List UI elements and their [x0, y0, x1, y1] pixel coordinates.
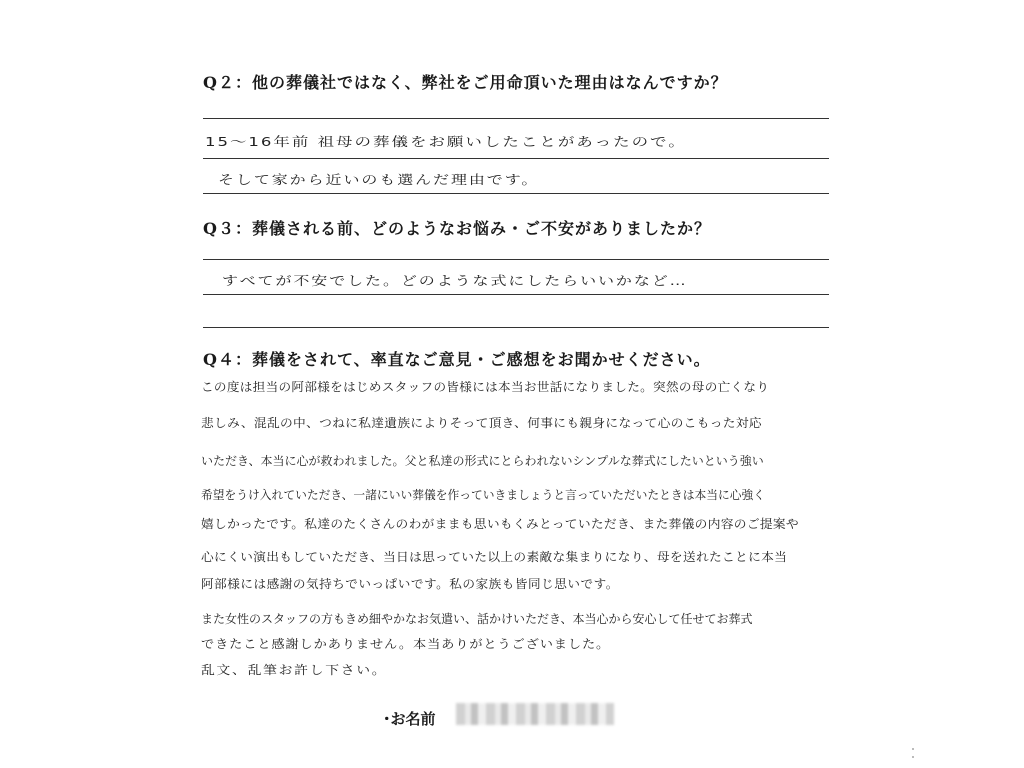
scan-speck	[912, 756, 914, 758]
answer-3-line-1: すべてが不安でした。どのような式にしたらいいかなど…	[222, 273, 688, 288]
answer-line	[203, 294, 829, 295]
name-label: ･お名前	[383, 710, 436, 728]
answer-4-line-4: 希望をうけ入れていただき、一諸にいい葬儀を作っていきましょうと言っていただいたときは本当に心強く	[201, 488, 766, 502]
question-2: Q２：他の葬儀社ではなく、弊社をご用命頂いた理由はなんですか？	[203, 73, 728, 92]
answer-2-line-1: 15～16年前 祖母の葬儀をお願いしたことがあったので。	[205, 134, 687, 149]
redacted-name	[456, 703, 614, 725]
answer-4-line-8: また女性のスタッフの方もきめ細やかなお気遣い、話かけいただき、本当心から安心して任せてお葬式	[201, 612, 753, 626]
answer-2-line-2: そして家から近いのも選んだ理由です。	[218, 172, 540, 187]
answer-4-line-6: 心にくい演出もしていただき、当日は思っていた以上の素敵な集まりになり、母を送れたことに本当	[201, 550, 788, 564]
answer-4-line-10: 乱文、乱筆お許し下さい。	[201, 663, 388, 677]
answer-line	[203, 259, 829, 260]
answer-4-line-5: 嬉しかったです。私達のたくさんのわがままも思いもくみとっていただき、また葬儀の内容のご提案や	[201, 517, 799, 531]
answer-4-line-9: できたこと感謝しかありません。本当ありがとうございました。	[201, 637, 611, 651]
answer-line	[203, 193, 829, 194]
answer-line	[203, 327, 829, 328]
answer-4-line-7: 阿部様には感謝の気持ちでいっぱいです。私の家族も皆同じ思いです。	[201, 577, 619, 591]
answer-4-line-3: いただき、本当に心が救われました。父と私達の形式にとらわれないシンプルな葬式にしたいという強い	[201, 454, 764, 468]
answer-4-line-2: 悲しみ、混乱の中、つねに私達遺族によりそって頂き、何事にも親身になって心のこもった対応	[201, 416, 762, 430]
question-4: Q４：葬儀をされて、率直なご意見・ご感想をお聞かせください。	[203, 350, 711, 369]
answer-line	[203, 118, 829, 119]
scan-speck	[912, 748, 914, 750]
answer-4-line-1: この度は担当の阿部様をはじめスタッフの皆様には本当お世話になりました。突然の母の亡くなり	[201, 380, 770, 394]
question-3: Q３：葬儀される前、どのようなお悩み・ご不安がありましたか？	[203, 219, 711, 238]
answer-line	[203, 158, 829, 159]
